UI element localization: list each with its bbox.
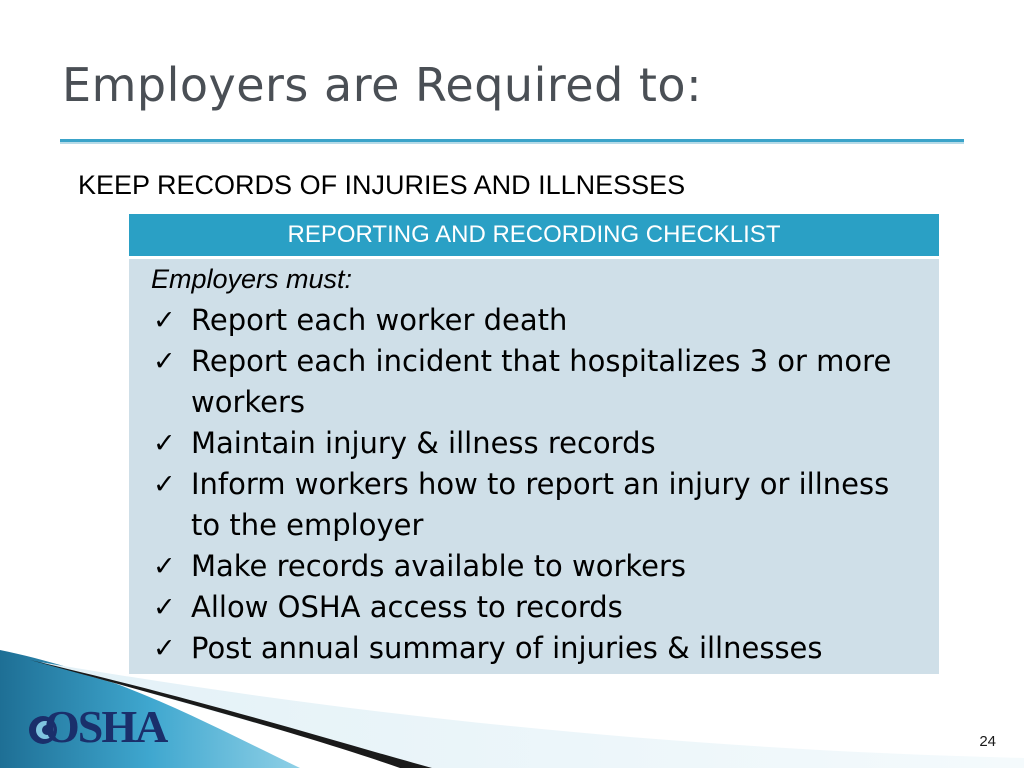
checklist-box [128, 213, 940, 675]
checklist-item-text: Maintain injury & illness records [191, 426, 656, 460]
checklist-item-text: Post annual summary of injuries & illnesses [191, 631, 823, 665]
checklist-item [151, 341, 921, 423]
checklist-item [151, 300, 921, 341]
checklist-intro: Employers must: [151, 264, 353, 294]
title-underline [60, 137, 964, 147]
checkmark-icon: ✓ [153, 428, 176, 459]
checkmark-icon: ✓ [153, 592, 176, 623]
checkmark-icon: ✓ [153, 346, 176, 377]
checklist-item [151, 464, 921, 546]
checklist-item-text: Allow OSHA access to records [191, 590, 623, 624]
osha-logo-text: OSHA [44, 701, 167, 752]
slide-subtitle: KEEP RECORDS OF INJURIES AND ILLNESSES [78, 170, 686, 200]
checklist-header: REPORTING AND RECORDING CHECKLIST [129, 214, 939, 259]
checkmark-icon: ✓ [153, 469, 176, 500]
page-number: 24 [979, 733, 996, 750]
checklist-item-text: Make records available to workers [191, 549, 687, 583]
checklist-item-text: Inform workers how to report an injury or illness to the employer [191, 467, 890, 542]
slide-title: Employers are Required to: [62, 58, 703, 112]
checkmark-icon: ✓ [153, 551, 176, 582]
checkmark-icon: ✓ [153, 633, 176, 664]
checklist-item-text: Report each incident that hospitalizes 3 or more workers [191, 344, 892, 419]
checkmark-icon: ✓ [153, 305, 176, 336]
checklist-item [151, 546, 921, 587]
checklist-items [151, 300, 921, 669]
checklist-item-text: Report each worker death [191, 303, 568, 337]
checklist-item [151, 423, 921, 464]
checklist-item [151, 587, 921, 628]
